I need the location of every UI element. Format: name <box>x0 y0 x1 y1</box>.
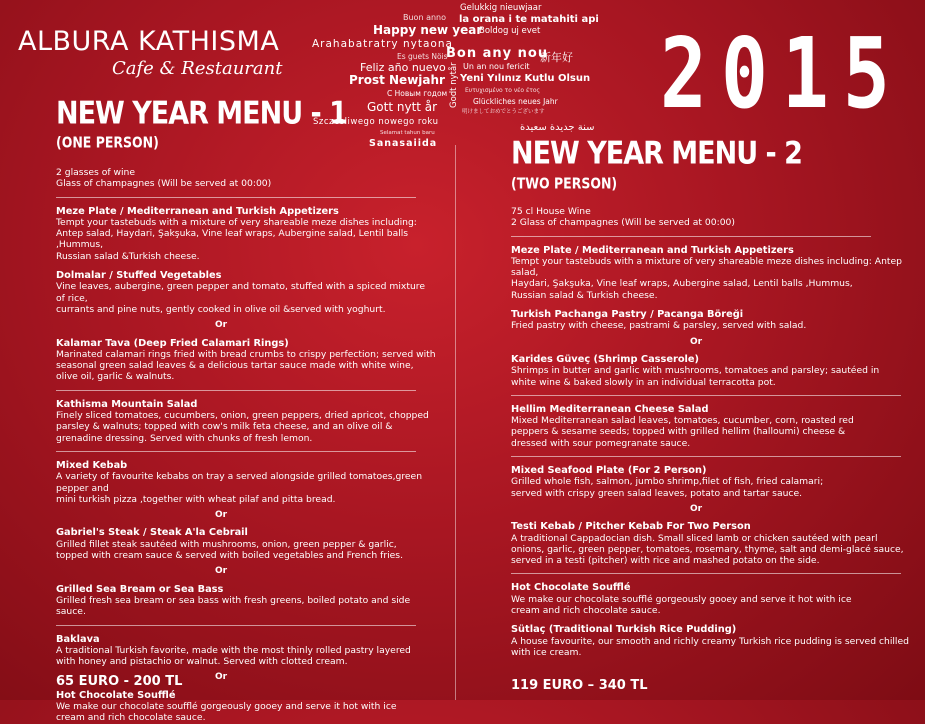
greeting-word: С Новым годом <box>387 89 448 98</box>
greeting-word: Sanasaiida <box>369 138 438 149</box>
menu1-item-desc: Grilled fresh sea bream or sea bass with fresh greens, boiled potato and side sauce. <box>56 594 411 618</box>
menu1-intro-line: Glass of champagnes (Will be served at 00:00) <box>56 178 272 190</box>
or-separator: Or <box>214 672 228 683</box>
or-separator: Or <box>689 336 703 347</box>
menu2-subtitle: (TWO PERSON) <box>511 174 618 192</box>
greeting-word: 新年好 <box>540 51 573 64</box>
menu2-item-title: Karides Güveç (Shrimp Casserole) <box>511 353 700 365</box>
menu-rule <box>56 625 416 626</box>
menu2-item-title: Hellim Mediterranean Cheese Salad <box>511 403 709 415</box>
or-separator: Or <box>214 320 228 331</box>
menu-rule <box>511 395 901 396</box>
menu2-intro-line: 75 cl House Wine <box>511 206 591 217</box>
or-separator: Or <box>214 510 228 521</box>
menu1-item-title: Dolmalar / Stuffed Vegetables <box>56 270 222 282</box>
greeting-word: Arahabatratry nytaona <box>312 38 453 50</box>
menu1-item-title: Grilled Sea Bream or Sea Bass <box>56 583 224 595</box>
menu1-content <box>56 167 436 724</box>
greeting-word: Un an nou fericit <box>463 62 530 71</box>
menu1-item-desc: Grilled fillet steak sautéed with mushrooms, onion, green pepper & garlic, topped with cream sauce & served with boiled vegetables and French fries. <box>56 538 404 562</box>
menu2-item-desc: We make our chocolate soufflé gorgeously gooey and serve it hot with ice cream and rich chocolate sauce. <box>511 593 852 617</box>
greeting-word: la orana i te matahiti api <box>459 14 599 25</box>
menu1-item-title: Meze Plate / Mediterranean and Turkish Appetizers <box>56 205 339 217</box>
greeting-word: Prost Newjahr <box>349 73 445 87</box>
menu1-subtitle: (ONE PERSON) <box>56 133 159 151</box>
menu2-item-desc: Shrimps in butter and garlic with mushrooms, tomatoes and parsley; sautéed in white wine & baked slowly in an individual terracotta pot. <box>511 365 880 388</box>
menu2-item-title: Mixed Seafood Plate (For 2 Person) <box>511 465 707 477</box>
menu2-item-desc: Tempt your tastebuds with a mixture of very shareable meze dishes including: Antep salad, Haydari, Şakşuka, Vine leaf wraps, Aubergine salad, Lentil balls ,Hummus, Russian salad & Turkish cheese. <box>511 255 902 301</box>
menu2-content <box>511 206 911 658</box>
menu1-item-title: Baklava <box>56 633 100 645</box>
greeting-word: Szczesliwego nowego roku <box>313 117 439 127</box>
menu-rule <box>56 197 416 198</box>
menu1-title: NEW YEAR MENU - 1 <box>56 96 347 132</box>
or-separator: Or <box>214 566 228 577</box>
menu1-intro-line: 2 glasses of wine <box>56 167 136 178</box>
column-divider <box>455 145 456 700</box>
menu1-item-title: Kalamar Tava (Deep Fried Calamari Rings) <box>56 337 289 349</box>
menu1-item-desc: Tempt your tastebuds with a mixture of very shareable meze dishes including: Antep salad, Haydari, Şakşuka, Vine leaf wraps, Aubergine salad, Lentil balls ,Hummus, Russian salad &Turkish cheese. <box>56 216 417 262</box>
greeting-word: Godt nytår <box>449 62 459 108</box>
greeting-word: 明けましておめでとうございます <box>462 109 545 115</box>
greeting-word: Yeni Yılınız Kutlu Olsun <box>460 73 591 84</box>
menu-rule <box>56 390 416 391</box>
menu2-title: NEW YEAR MENU - 2 <box>511 136 802 172</box>
menu-rule <box>511 236 871 237</box>
greeting-word: Boldog uj evet <box>479 26 541 36</box>
menu2-item-desc: A house favourite, our smooth and richly creamy Turkish rice pudding is served chilled with ice cream. <box>511 635 909 658</box>
menu1-item-desc: Marinated calamari rings fried with bread crumbs to crispy perfection; served with seasonal green salad leaves & a delicious tartar sauce made with white wine, olive oil, garlic & walnuts. <box>56 348 436 383</box>
menu2-item-title: Hot Chocolate Soufflé <box>511 582 631 594</box>
greeting-word: Buon anno <box>403 13 447 22</box>
menu1-item-title: Kathisma Mountain Salad <box>56 398 198 410</box>
menu2-price: 119 EURO – 340 TL <box>511 678 648 693</box>
menu1-item-title: Hot Chocolate Soufflé <box>56 689 176 701</box>
menu2-intro-line: 2 Glass of champagnes (Will be served at 00:00) <box>511 217 735 229</box>
greeting-word: Es guets Nöis <box>397 52 448 61</box>
greeting-word: Gelukkig nieuwjaar <box>460 3 542 13</box>
menu1-item-desc: A traditional Turkish favorite, made with the most thinly rolled pastry layered with honey and pistachio or walnut. Served with clotted cream. <box>56 644 411 668</box>
greeting-word: Glückliches neues Jahr <box>473 97 558 106</box>
menu-rule <box>511 573 901 574</box>
menu2-item-title: Testi Kebab / Pitcher Kebab For Two Person <box>511 521 751 533</box>
menu-rule <box>56 451 416 452</box>
greeting-word: Feliz año nuevo <box>360 61 446 74</box>
year-heading: 2015 <box>660 18 904 131</box>
greeting-word: سنة جديدة سعيدة <box>520 122 595 133</box>
menu2-item-title: Sütlaç (Traditional Turkish Rice Pudding) <box>511 624 737 636</box>
menu1-item-desc: Finely sliced tomatoes, cucumbers, onion, green peppers, dried apricot, chopped parsley & walnuts; topped with cow's milk feta cheese, and an olive oil & grenadine dressing. Served with chunks of fresh lemon. <box>56 410 429 444</box>
greeting-word: Gott nytt år <box>367 100 438 114</box>
restaurant-subtitle: Cafe & Restaurant <box>112 58 283 79</box>
menu1-item-title: Gabriel's Steak / Steak A'la Cebrail <box>56 527 248 539</box>
or-separator: Or <box>689 503 703 514</box>
menu1-item-desc: A variety of favourite kebabs on tray a served alongside grilled tomatoes,green pepper and mini turkish pizza ,together with wheat pilaf and pitta bread. <box>56 471 423 505</box>
menu2-item-desc: A traditional Cappadocian dish. Small sliced lamb or chicken sautéed with pearl onions, garlic, green pepper, tomatoes, rosemary, thyme, salt and demi-glacé sauce, served in a testi (pitcher) with rice and mashed potato on the side. <box>511 532 904 567</box>
menu1-price: 65 EURO - 200 TL <box>56 674 183 689</box>
menu2-item-desc: Fried pastry with cheese, pastrami & parsley, served with salad. <box>511 320 807 332</box>
greeting-word: Bon any nou <box>446 46 549 61</box>
menu2-item-title: Meze Plate / Mediterranean and Turkish Appetizers <box>511 244 794 256</box>
menu2-item-desc: Grilled whole fish, salmon, jumbo shrimp,filet of fish, fried calamari; served with crispy green salad leaves, potato and tartar sauce. <box>511 476 824 499</box>
restaurant-name: ALBURA KATHISMA <box>18 26 280 57</box>
menu-rule <box>511 456 901 457</box>
menu1-item-title: Mixed Kebab <box>56 459 128 471</box>
greeting-word: Selamat tahun baru <box>380 130 435 136</box>
menu2-item-desc: Mixed Mediterranean salad leaves, tomatoes, cucumber, corn, roasted red peppers & sesame seeds; topped with grilled hellim (halloumi) cheese & dressed with sour pomegranate sauce. <box>511 415 854 449</box>
menu1-item-desc: We make our chocolate soufflé gorgeously gooey and serve it hot with ice cream and rich chocolate sauce. <box>56 700 397 724</box>
menu2-item-title: Turkish Pachanga Pastry / Pacanga Böreği <box>511 309 744 321</box>
greeting-word: Happy new year <box>373 23 483 37</box>
greeting-word: Ευτυχισμένο το νέο έτος <box>465 87 541 94</box>
menu1-item-desc: Vine leaves, aubergine, green pepper and tomato, stuffed with a spiced mixture of rice, currants and pine nuts, gently cooked in olive oil &served with yoghurt. <box>56 281 425 315</box>
